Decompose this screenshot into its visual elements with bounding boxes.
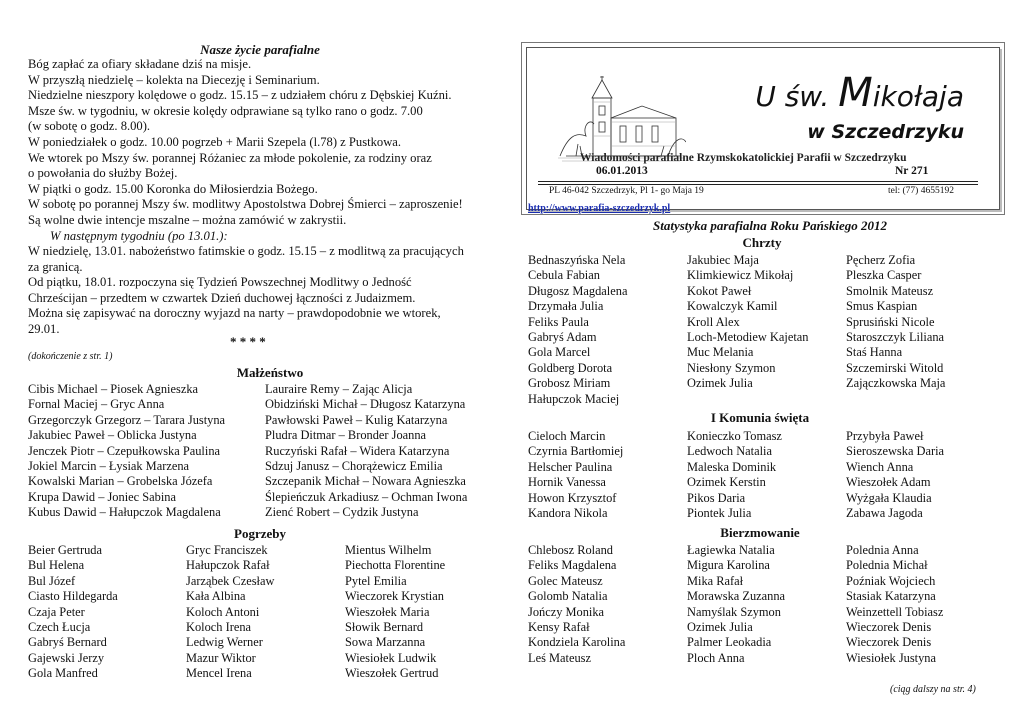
funeral-entry: Pytel Emilia xyxy=(345,573,407,588)
baptisms-column-1 xyxy=(528,253,687,407)
announcement-line: 29.01. xyxy=(28,321,60,336)
announcement-line: za granicą. xyxy=(28,259,83,274)
masthead-rule-1 xyxy=(538,181,978,182)
confirmation-entry: Chlebosz Roland xyxy=(528,543,614,557)
parish-phone: tel: (77) 4655192 xyxy=(888,186,954,196)
marriage-entry: Ruczyński Rafał – Widera Katarzyna xyxy=(265,443,450,458)
communion-entry: Wiench Anna xyxy=(846,459,914,474)
baptism-entry: Długosz Magdalena xyxy=(528,283,628,298)
communion-entry: Hornik Vanessa xyxy=(528,475,606,490)
funeral-entry: Piechotta Florentine xyxy=(345,558,446,573)
communion-entry: Helscher Paulina xyxy=(528,459,613,474)
communion-entry: Kandora Nikola xyxy=(528,506,608,521)
funeral-entry: Ciasto Hildegarda xyxy=(28,589,118,604)
confirmation-entry: Ozimek Julia xyxy=(687,620,753,635)
funeral-entry: Wieczorek Krystian xyxy=(345,589,444,604)
funeral-entry: Koloch Irena xyxy=(186,620,252,635)
baptism-entry: Goldberg Dorota xyxy=(528,360,613,375)
funeral-entry: Ledwig Werner xyxy=(186,635,263,650)
confirmation-entry: Poźniak Wojciech xyxy=(846,573,936,588)
funeral-entry: Wieszołek Maria xyxy=(345,604,430,619)
confirmation-entry: Kondziela Karolina xyxy=(528,635,626,650)
website-link-wrap xyxy=(528,198,670,216)
announcement-line: (w sobotę o godz. 8.00). xyxy=(28,119,151,134)
marriage-entry: Kowalski Marian – Grobelska Józefa xyxy=(28,474,213,489)
confirmation-entry: Łagiewka Natalia xyxy=(687,543,775,557)
marriage-entry: Grzegorczyk Grzegorz – Tarara Justyna xyxy=(28,412,226,427)
communion-entry: Wyżgała Klaudia xyxy=(846,490,932,505)
communion-column-3 xyxy=(846,429,944,521)
funeral-entry: Gajewski Jerzy xyxy=(28,650,105,665)
confirmation-entry: Kensy Rafał xyxy=(528,620,590,635)
marriage-entry: Obidziński Michał – Długosz Katarzyna xyxy=(265,397,466,412)
confirmation-entry: Migura Karolina xyxy=(687,558,770,573)
bulletin-subtitle: Wiadomości parafialne Rzymskokatolickiej Parafii w Szczedrzyku xyxy=(580,152,907,164)
confirmation-column-3 xyxy=(846,543,943,666)
communion-entry: Howon Krzysztof xyxy=(528,490,617,505)
baptism-entry: Kowalczyk Kamil xyxy=(687,299,778,314)
confirmation-column-1 xyxy=(528,543,687,666)
funeral-entry: Gola Manfred xyxy=(28,666,98,681)
confirmation-list xyxy=(528,543,943,666)
confirmation-entry: Leś Mateusz xyxy=(528,650,591,665)
marriage-entry: Jakubiec Paweł – Oblicka Justyna xyxy=(28,428,197,443)
announcement-line: W niedzielę, 13.01. nabożeństwo fatimskie o godz. 15.15 – z modlitwą za pracujących xyxy=(28,244,464,258)
communion-column-2 xyxy=(687,429,846,521)
confirmation-entry: Stasiak Katarzyna xyxy=(846,589,936,604)
announcement-line: We wtorek po Mszy św. porannej Różaniec za młode pokolenie, za rodziny oraz xyxy=(28,150,432,165)
baptism-entry: Kokot Paweł xyxy=(687,283,752,298)
announcement-line: Od piątku, 18.01. rozpoczyna się Tydzień Powszechnej Modlitwy o Jedność xyxy=(28,275,412,290)
parish-address: PL 46-042 Szczedrzyk, Pl 1- go Maja 19 xyxy=(549,186,704,196)
funeral-entry: Beier Gertruda xyxy=(28,543,102,557)
communion-entry: Zabawa Jagoda xyxy=(846,506,923,521)
announcement-line: W sobotę po porannej Mszy św. modlitwy Apostolstwa Dobrej Śmierci – zaproszenie! xyxy=(28,197,463,212)
baptism-entry: Zajączkowska Maja xyxy=(846,376,946,391)
announcement-line: Bóg zapłać za ofiary składane dziś na misje. xyxy=(28,57,252,71)
funerals-column-2 xyxy=(186,543,345,682)
announcement-line: Można się zapisywać na doroczny wyjazd na narty – prawdopodobnie we wtorek, xyxy=(28,306,441,321)
confirmation-entry: Mika Rafał xyxy=(687,573,744,588)
baptism-entry: Smus Kaspian xyxy=(846,299,918,314)
funeral-entry: Czaja Peter xyxy=(28,604,85,619)
announcement-line: W przyszłą niedzielę – kolekta na Diecezję i Seminarium. xyxy=(28,72,320,87)
funerals-column-1 xyxy=(28,543,186,682)
confirmation-entry: Morawska Zuzanna xyxy=(687,589,786,604)
marriage-entry: Jenczek Piotr – Czepułkowska Paulina xyxy=(28,443,221,458)
confirmation-entry: Ploch Anna xyxy=(687,650,745,665)
communion-entry: Sieroszewska Daria xyxy=(846,444,945,459)
baptism-entry: Loch-Metodiew Kajetan xyxy=(687,330,809,345)
title-prefix: U św. xyxy=(755,80,830,113)
baptism-entry: Pleszka Casper xyxy=(846,268,922,283)
confirmation-entry: Polednia Anna xyxy=(846,543,919,557)
baptism-entry: Staroszczyk Liliana xyxy=(846,330,945,345)
funeral-entry: Wieszołek Gertrud xyxy=(345,666,439,681)
announcement-line: Niedzielne nieszpory kolędowe o godz. 15.15 – z udziałem chóru z Dębskiej Kuźni. xyxy=(28,88,452,103)
marriage-entry: Pawłowski Paweł – Kulig Katarzyna xyxy=(265,412,448,427)
marriage-entry: Lauraire Remy – Zając Alicja xyxy=(265,382,413,396)
announcement-line: W poniedziałek o godz. 10.00 pogrzeb + Marii Szepela (l.78) z Pustkowa. xyxy=(28,134,402,149)
baptism-entry: Sprusiński Nicole xyxy=(846,314,935,329)
baptism-entry: Gola Marcel xyxy=(528,345,591,360)
next-week-announcements xyxy=(28,244,508,338)
communion-entry: Cieloch Marcin xyxy=(528,429,606,443)
marriage-entry: Szczepanik Michał – Nowara Agnieszka xyxy=(265,474,466,489)
confirmation-entry: Namyślak Szymon xyxy=(687,604,781,619)
continued-from-note: (dokończenie z str. 1) xyxy=(28,351,113,362)
issue-number: Nr 271 xyxy=(895,165,929,177)
announcement-line: Chrześcijan – przedtem w czwartek Dzień duchowej łączności z Judaizmem. xyxy=(28,290,416,305)
funeral-entry: Wiesiołek Ludwik xyxy=(345,650,437,665)
marriages-column-2 xyxy=(265,382,467,521)
statistics-title: Statystyka parafialna Roku Pańskiego 2012 xyxy=(652,218,888,233)
baptism-entry: Pęcherz Zofia xyxy=(846,253,916,267)
baptism-entry: Cebula Fabian xyxy=(528,268,600,283)
funeral-entry: Hałupczok Rafał xyxy=(186,558,270,573)
funerals-column-3 xyxy=(345,543,445,682)
confirmation-title: Bierzmowanie xyxy=(720,525,800,540)
confirmation-entry: Feliks Magdalena xyxy=(528,558,617,573)
funeral-entry: Gabryś Bernard xyxy=(28,635,107,650)
masthead-title xyxy=(755,70,964,116)
baptism-entry: Jakubiec Maja xyxy=(687,253,759,267)
funeral-entry: Kała Albina xyxy=(186,589,246,604)
baptism-entry: Ozimek Julia xyxy=(687,376,753,391)
baptism-entry: Kroll Alex xyxy=(687,314,740,329)
bulletin-date: 06.01.2013 xyxy=(596,165,648,177)
communion-entry: Przybyła Paweł xyxy=(846,429,924,443)
funeral-entry: Bul Helena xyxy=(28,558,85,573)
title-big-letter: M xyxy=(838,70,873,116)
funeral-entry: Mientus Wilhelm xyxy=(345,543,432,557)
baptism-entry: Grobosz Miriam xyxy=(528,376,611,391)
title-rest: ikołaja xyxy=(872,80,964,113)
confirmation-entry: Jończy Monika xyxy=(528,604,605,619)
baptism-entry: Bednaszyńska Nela xyxy=(528,253,626,267)
baptism-entry: Drzymała Julia xyxy=(528,299,604,314)
funerals-title: Pogrzeby xyxy=(234,526,286,541)
communion-column-1 xyxy=(528,429,687,521)
confirmation-entry: Wiesiołek Justyna xyxy=(846,650,937,665)
masthead-subtitle-town: w Szczedrzyku xyxy=(807,121,964,143)
announcement-line: Są wolne dwie intencje mszalne – można zamówić w zakrystii. xyxy=(28,212,347,227)
communion-entry: Ledwoch Natalia xyxy=(687,444,772,459)
marriage-entry: Jokiel Marcin – Łysiak Marzena xyxy=(28,459,190,474)
first-communion-title: I Komunia święta xyxy=(710,410,810,425)
baptisms-column-3 xyxy=(846,253,945,407)
baptism-entry: Staś Hanna xyxy=(846,345,903,360)
confirmation-entry: Weinzettell Tobiasz xyxy=(846,604,944,619)
communion-entry: Konieczko Tomasz xyxy=(687,429,782,443)
communion-entry: Wieszołek Adam xyxy=(846,475,931,490)
continued-note: (ciąg dalszy na str. 4) xyxy=(890,684,976,695)
masthead-rule-2 xyxy=(538,184,978,185)
confirmation-entry: Polednia Michał xyxy=(846,558,928,573)
announcement-line: o powołania do służby Bożej. xyxy=(28,166,178,181)
funeral-entry: Mencel Irena xyxy=(186,666,252,681)
baptisms-title: Chrzty xyxy=(742,235,782,250)
baptisms-list xyxy=(528,253,945,407)
funeral-entry: Mazur Wiktor xyxy=(186,650,256,665)
marriage-entry: Krupa Dawid – Joniec Sabina xyxy=(28,489,176,504)
baptism-entry: Muc Melania xyxy=(687,345,754,360)
marriage-entry: Cibis Michael – Piosek Agnieszka xyxy=(28,382,199,396)
marriage-entry: Pludra Ditmar – Bronder Joanna xyxy=(265,428,427,443)
confirmation-column-2 xyxy=(687,543,846,666)
announcement-line: Msze św. w tygodniu, w okresie kolędy odprawiane są tylko rano o godz. 7.00 xyxy=(28,103,423,118)
communion-entry: Czyrnia Bartłomiej xyxy=(528,444,624,459)
funeral-entry: Gryc Franciszek xyxy=(186,543,268,557)
website-link[interactable]: http://www.parafia-szczedrzyk.pl xyxy=(528,203,671,214)
marriage-entry: Fornal Maciej – Gryc Anna xyxy=(28,397,165,412)
confirmation-entry: Golec Mateusz xyxy=(528,573,603,588)
marriage-entry: Sdzuj Janusz – Chorążewicz Emilia xyxy=(265,459,443,474)
communion-entry: Pikos Daria xyxy=(687,490,746,505)
funeral-entry: Czech Łucja xyxy=(28,620,91,635)
first-communion-list xyxy=(528,429,944,521)
baptism-entry: Szczemirski Witold xyxy=(846,360,944,375)
funeral-entry: Koloch Antoni xyxy=(186,604,260,619)
baptism-entry: Smolnik Mateusz xyxy=(846,283,934,298)
parish-life-title: Nasze życie parafialne xyxy=(200,42,320,57)
baptism-entry: Feliks Paula xyxy=(528,314,589,329)
funerals-list xyxy=(28,543,445,682)
communion-entry: Piontek Julia xyxy=(687,506,752,521)
funeral-entry: Słowik Bernard xyxy=(345,620,424,635)
confirmation-entry: Golomb Natalia xyxy=(528,589,608,604)
confirmation-entry: Palmer Leokadia xyxy=(687,635,772,650)
confirmation-entry: Wieczorek Denis xyxy=(846,620,932,635)
church-illustration xyxy=(556,66,686,166)
announcement-line: W piątki o godz. 15.00 Koronka do Miłosierdzia Bożego. xyxy=(28,181,318,196)
baptisms-column-2 xyxy=(687,253,846,407)
confirmation-entry: Wieczorek Denis xyxy=(846,635,932,650)
next-week-heading: W następnym tygodniu (po 13.01.): xyxy=(50,229,228,243)
communion-entry: Ozimek Kerstin xyxy=(687,475,766,490)
marriages-column-1 xyxy=(28,382,265,521)
baptism-entry: Niesłony Szymon xyxy=(687,360,776,375)
marriages-title: Małżeństwo xyxy=(236,365,304,380)
marriages-list xyxy=(28,382,467,521)
baptism-entry: Gabryś Adam xyxy=(528,330,597,345)
marriage-entry: Kubus Dawid – Hałupczok Magdalena xyxy=(28,505,221,520)
funeral-entry: Sowa Marzanna xyxy=(345,635,426,650)
communion-entry: Maleska Dominik xyxy=(687,459,777,474)
marriage-entry: Zienć Robert – Cydzik Justyna xyxy=(265,505,419,520)
marriage-entry: Ślepieńczuk Arkadiusz – Ochman Iwona xyxy=(265,489,468,504)
baptism-entry: Hałupczok Maciej xyxy=(528,391,620,406)
funeral-entry: Jarząbek Czesław xyxy=(186,573,275,588)
announcements xyxy=(28,57,508,229)
funeral-entry: Bul Józef xyxy=(28,573,76,588)
separator-stars: * * * * xyxy=(230,334,266,349)
baptism-entry: Klimkiewicz Mikołaj xyxy=(687,268,794,283)
